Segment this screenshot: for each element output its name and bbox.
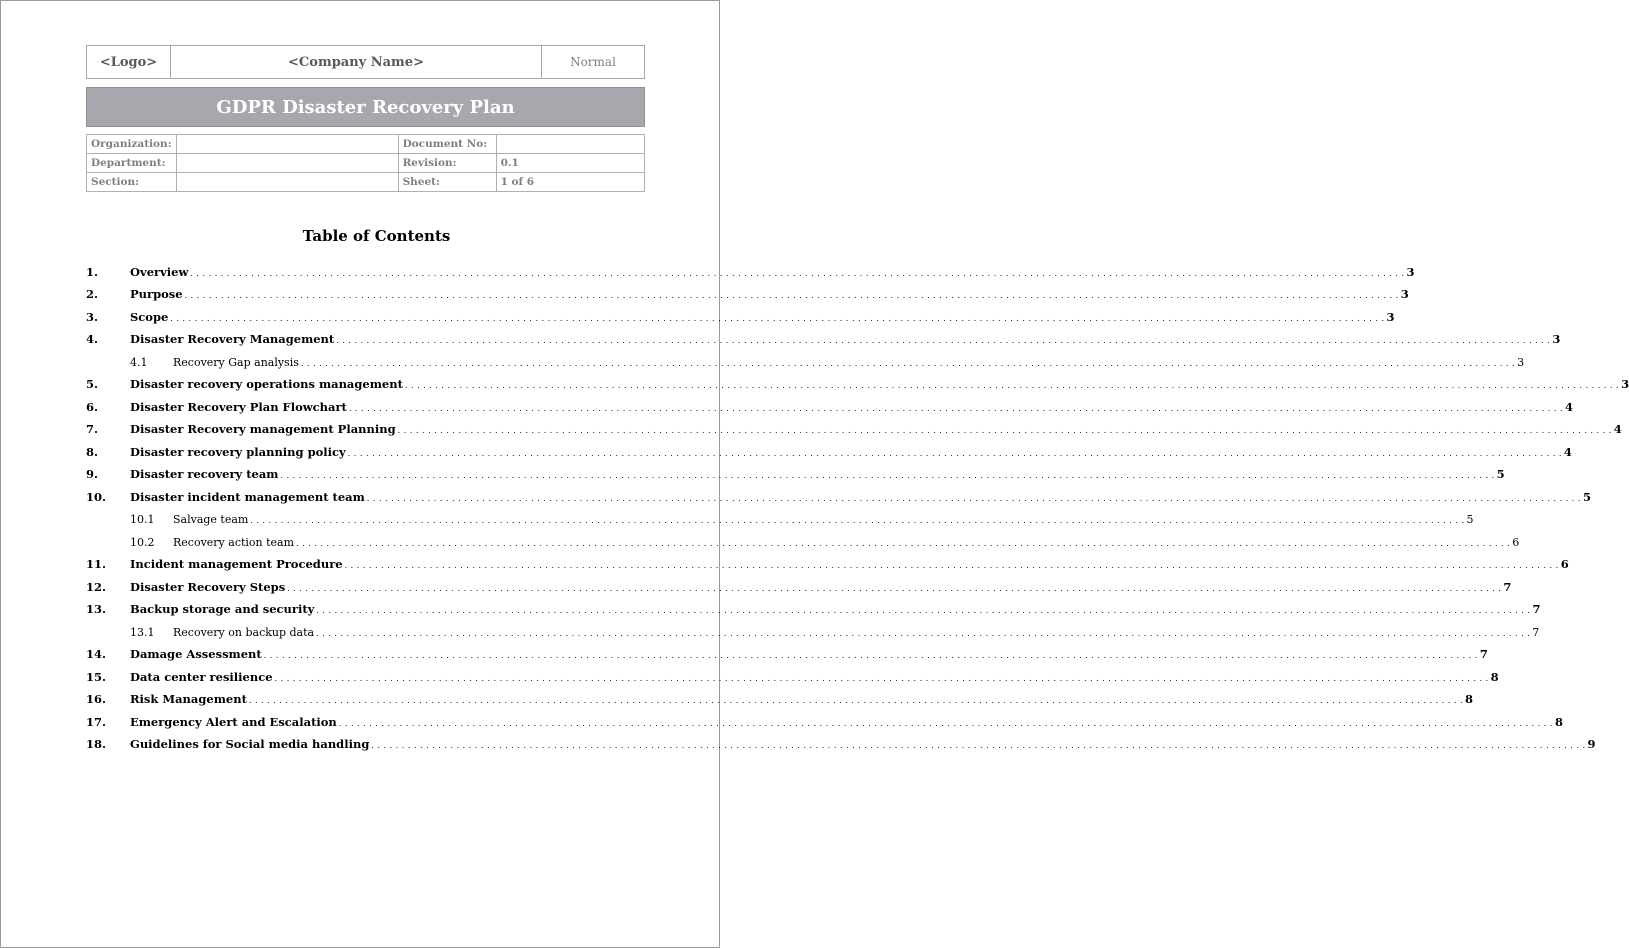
toc-entry[interactable] (86, 664, 1499, 687)
toc-entry-title[interactable]: Incident management Procedure (130, 557, 343, 571)
toc-dot-leader: . . . . . . . . . . . . . . . . . . . . . . . . . . . . . . . . . . . . . . . . . . . . . . . . . . . . . . . . . . . . . . . . . . . . . . . . . . . . . . . . . . . . . . . . . . . . . . . . . . . . . . . . . . . . . . . . . . . . . . . . . . . . . . . . . . . . . . . . . . . . . . . . . . . . . . . . . . . . . . . . . . . . . . . . . . . . . . . . . . . . . . . . . . . . . . . . . . . . . . . . (280, 471, 1495, 480)
toc-dot-leader: . . . . . . . . . . . . . . . . . . . . . . . . . . . . . . . . . . . . . . . . . . . . . . . . . . . . . . . . . . . . . . . . . . . . . . . . . . . . . . . . . . . . . . . . . . . . . . . . . . . . . . . . . . . . . . . . . . . . . . . . . . . . . . . . . . . . . . . . . . . . . . . . . . . . . . . . . . . . . . . . . . . . . . . . . . . . . . . . . . . . . . . . . . . . . . . . . . . . . . . . (338, 718, 1553, 728)
toc-entry[interactable] (86, 327, 1561, 350)
section-label: Section: (87, 173, 177, 192)
toc-entry-number: 10.2 (130, 535, 155, 549)
toc-entry-line (130, 579, 1512, 594)
table-of-contents (86, 259, 1629, 754)
toc-entry-page: 8 (1465, 692, 1474, 706)
toc-dot-leader: . . . . . . . . . . . . . . . . . . . . . . . . . . . . . . . . . . . . . . . . . . . . . . . . . . . . . . . . . . . . . . . . . . . . . . . . . . . . . . . . . . . . . . . . . . . . . . . . . . . . . . . . . . . . . . . . . . . . . . . . . . . . . . . . . . . . . . . . . . . . . . . . . . . . . . . . . . . . . . . . . . . . . . . . . . . . . . . . . . . . . . . . . . . . . . . . . . . . . . . . (248, 696, 1464, 705)
toc-entry-line (130, 692, 1474, 706)
toc-entry[interactable] (86, 259, 1415, 282)
document-no-value (496, 135, 644, 154)
meta-row (87, 154, 645, 173)
toc-entry[interactable] (86, 552, 1569, 575)
toc-entry-line (130, 399, 1574, 414)
toc-entry[interactable] (86, 642, 1488, 665)
toc-entry-line (173, 355, 1525, 369)
toc-entry-line (130, 557, 1569, 571)
toc-entry-line (173, 535, 1520, 549)
toc-entry[interactable] (86, 709, 1563, 732)
toc-entry-line (130, 332, 1561, 346)
toc-entry-number: 4.1 (130, 355, 148, 369)
toc-entry-page: 3 (1400, 287, 1409, 301)
toc-entry[interactable] (86, 529, 1520, 552)
toc-entry-page: 6 (1512, 535, 1520, 549)
toc-dot-leader: . . . . . . . . . . . . . . . . . . . . . . . . . . . . . . . . . . . . . . . . . . . . . . . . . . . . . . . . . . . . . . . . . . . . . . . . . . . . . . . . . . . . . . . . . . . . . . . . . . . . . . . . . . . . . . . . . . . . . . . . . . . . . . . . . . . . . . . . . . . . . . . . . . . . . . . . . . . . . . . . . . . . . . . . . . . . . . . . . . . . . . . . . . . . . . . . . . . . . . . . (344, 561, 1559, 570)
toc-dot-leader: . . . . . . . . . . . . . . . . . . . . . . . . . . . . . . . . . . . . . . . . . . . . . . . . . . . . . . . . . . . . . . . . . . . . . . . . . . . . . . . . . . . . . . . . . . . . . . . . . . . . . . . . . . . . . . . . . . . . . . . . . . . . . . . . . . . . . . . . . . . . . . . . . . . . . . . . . . . . . . . . . . . . . . . . . . . . . . . . . . . . . . . . . . . . . . . . . . . . . . . . (296, 538, 1511, 548)
toc-entry-title[interactable]: Backup storage and security (130, 602, 315, 616)
toc-entry-title[interactable]: Damage Assessment (130, 647, 262, 661)
toc-dot-leader: . . . . . . . . . . . . . . . . . . . . . . . . . . . . . . . . . . . . . . . . . . . . . . . . . . . . . . . . . . . . . . . . . . . . . . . . . . . . . . . . . . . . . . . . . . . . . . . . . . . . . . . . . . . . . . . . . . . . . . . . . . . . . . . . . . . . . . . . . . . . . . . . . . . . . . . . . . . . . . . . . . . . . . . . . . . . . . . . . . . . . . . . . . . . . . . . . . . . . . . . (347, 448, 1562, 458)
toc-entry-number: 10.1 (130, 513, 155, 526)
toc-entry-line (173, 625, 1540, 639)
company-name: <Company Name> (171, 46, 542, 78)
toc-entry-page: 9 (1587, 737, 1596, 751)
toc-dot-leader: . . . . . . . . . . . . . . . . . . . . . . . . . . . . . . . . . . . . . . . . . . . . . . . . . . . . . . . . . . . . . . . . . . . . . . . . . . . . . . . . . . . . . . . . . . . . . . . . . . . . . . . . . . . . . . . . . . . . . . . . . . . . . . . . . . . . . . . . . . . . . . . . . . . . . . . . . . . . . . . . . . . . . . . . . . . . . . . . . . . . . . . . . . . . . . . . . . . . . . . . (336, 336, 1551, 345)
toc-entry-line (130, 647, 1488, 661)
toc-entry-page: 3 (1621, 377, 1629, 391)
toc-entry-number: 17. (86, 714, 107, 729)
toc-entry-line (130, 444, 1572, 459)
toc-entry-page: 3 (1552, 332, 1561, 346)
toc-entry[interactable] (86, 394, 1574, 417)
toc-entry-page: 8 (1554, 714, 1563, 729)
toc-entry-page: 3 (1406, 264, 1415, 279)
toc-entry-number: 13. (86, 602, 107, 616)
toc-entry-number: 2. (86, 287, 99, 301)
toc-entry-page: 5 (1466, 513, 1474, 526)
toc-entry-line (130, 422, 1622, 436)
department-label: Department: (87, 154, 177, 173)
toc-entry-line (130, 714, 1563, 729)
toc-dot-leader: . . . . . . . . . . . . . . . . . . . . . . . . . . . . . . . . . . . . . . . . . . . . . . . . . . . . . . . . . . . . . . . . . . . . . . . . . . . . . . . . . . . . . . . . . . . . . . . . . . . . . . . . . . . . . . . . . . . . . . . . . . . . . . . . . . . . . . . . . . . . . . . . . . . . . . . . . . . . . . . . . . . . . . . . . . . . . . . . . . . . . . . . . . . . . . . . . . . . . . . . (170, 313, 1385, 323)
toc-entry-title[interactable]: Scope (130, 309, 169, 324)
organization-label: Organization: (87, 135, 177, 154)
toc-entry-line (130, 309, 1395, 324)
toc-entry-title[interactable]: Salvage team (173, 513, 249, 526)
toc-entry-number: 10. (86, 489, 107, 504)
revision-value: 0.1 (496, 154, 644, 173)
toc-entry-title[interactable]: Disaster recovery operations management (130, 377, 403, 391)
toc-entry-title[interactable]: Risk Management (130, 692, 247, 706)
toc-entry-number: 15. (86, 669, 107, 684)
toc-entry-page: 8 (1490, 669, 1499, 684)
toc-dot-leader: . . . . . . . . . . . . . . . . . . . . . . . . . . . . . . . . . . . . . . . . . . . . . . . . . . . . . . . . . . . . . . . . . . . . . . . . . . . . . . . . . . . . . . . . . . . . . . . . . . . . . . . . . . . . . . . . . . . . . . . . . . . . . . . . . . . . . . . . . . . . . . . . . . . . . . . . . . . . . . . . . . . . . . . . . . . . . . . . . . . . . . . . . . . . . . . . . . . . . . . . (250, 516, 1465, 525)
document-meta-table (86, 134, 645, 192)
toc-entry-page: 4 (1565, 399, 1574, 414)
toc-dot-leader: . . . . . . . . . . . . . . . . . . . . . . . . . . . . . . . . . . . . . . . . . . . . . . . . . . . . . . . . . . . . . . . . . . . . . . . . . . . . . . . . . . . . . . . . . . . . . . . . . . . . . . . . . . . . . . . . . . . . . . . . . . . . . . . . . . . . . . . . . . . . . . . . . . . . . . . . . . . . . . . . . . . . . . . . . . . . . . . . . . . . . . . . . . . . . . . . . . . . . . . . (274, 673, 1489, 683)
toc-entry-number: 4. (86, 332, 99, 346)
document-no-label: Document No: (398, 135, 496, 154)
toc-entry-line (130, 287, 1409, 301)
toc-entry-title[interactable]: Recovery on backup data (173, 625, 315, 639)
toc-entry-title[interactable]: Disaster recovery planning policy (130, 444, 346, 459)
toc-entry-number: 1. (86, 264, 99, 279)
toc-entry-line (130, 602, 1541, 616)
toc-entry-title[interactable]: Recovery Gap analysis (173, 355, 299, 369)
sheet-value: 1 of 6 (496, 173, 644, 192)
document-header (86, 45, 645, 79)
toc-dot-leader: . . . . . . . . . . . . . . . . . . . . . . . . . . . . . . . . . . . . . . . . . . . . . . . . . . . . . . . . . . . . . . . . . . . . . . . . . . . . . . . . . . . . . . . . . . . . . . . . . . . . . . . . . . . . . . . . . . . . . . . . . . . . . . . . . . . . . . . . . . . . . . . . . . . . . . . . . . . . . . . . . . . . . . . . . . . . . . . . . . . . . . . . . . . . . . . . . . . . . . . . (371, 741, 1586, 750)
toc-entry-title[interactable]: Data center resilience (130, 669, 273, 684)
meta-row (87, 173, 645, 192)
toc-entry[interactable] (86, 507, 1474, 530)
toc-entry-number: 16. (86, 692, 107, 706)
revision-label: Revision: (398, 154, 496, 173)
toc-entry[interactable] (86, 282, 1409, 305)
toc-dot-leader: . . . . . . . . . . . . . . . . . . . . . . . . . . . . . . . . . . . . . . . . . . . . . . . . . . . . . . . . . . . . . . . . . . . . . . . . . . . . . . . . . . . . . . . . . . . . . . . . . . . . . . . . . . . . . . . . . . . . . . . . . . . . . . . . . . . . . . . . . . . . . . . . . . . . . . . . . . . . . . . . . . . . . . . . . . . . . . . . . . . . . . . . . . . . . . . . . . . . . . . . (190, 268, 1405, 278)
toc-dot-leader: . . . . . . . . . . . . . . . . . . . . . . . . . . . . . . . . . . . . . . . . . . . . . . . . . . . . . . . . . . . . . . . . . . . . . . . . . . . . . . . . . . . . . . . . . . . . . . . . . . . . . . . . . . . . . . . . . . . . . . . . . . . . . . . . . . . . . . . . . . . . . . . . . . . . . . . . . . . . . . . . . . . . . . . . . . . . . . . . . . . . . . . . . . . . . . . . . . . . . . . . (366, 493, 1581, 503)
toc-entry[interactable] (86, 732, 1596, 755)
toc-entry-page: 3 (1517, 355, 1525, 369)
toc-entry-number: 14. (86, 647, 107, 661)
section-value (176, 173, 398, 192)
toc-entry[interactable] (86, 304, 1395, 327)
toc-dot-leader: . . . . . . . . . . . . . . . . . . . . . . . . . . . . . . . . . . . . . . . . . . . . . . . . . . . . . . . . . . . . . . . . . . . . . . . . . . . . . . . . . . . . . . . . . . . . . . . . . . . . . . . . . . . . . . . . . . . . . . . . . . . . . . . . . . . . . . . . . . . . . . . . . . . . . . . . . . . . . . . . . . . . . . . . . . . . . . . . . . . . . . . . . . . . . . . . . . . . . . . . (263, 651, 1478, 660)
toc-entry[interactable] (86, 687, 1474, 710)
toc-entry-number: 8. (86, 444, 99, 459)
toc-entry[interactable] (86, 462, 1505, 485)
meta-row (87, 135, 645, 154)
sheet-label: Sheet: (398, 173, 496, 192)
toc-entry-title[interactable]: Disaster incident management team (130, 489, 365, 504)
toc-dot-leader: . . . . . . . . . . . . . . . . . . . . . . . . . . . . . . . . . . . . . . . . . . . . . . . . . . . . . . . . . . . . . . . . . . . . . . . . . . . . . . . . . . . . . . . . . . . . . . . . . . . . . . . . . . . . . . . . . . . . . . . . . . . . . . . . . . . . . . . . . . . . . . . . . . . . . . . . . . . . . . . . . . . . . . . . . . . . . . . . . . . . . . . . . . . . . . . . . . . . . . . . (300, 358, 1516, 368)
toc-entry-page: 5 (1582, 489, 1591, 504)
toc-entry[interactable] (86, 372, 1629, 395)
toc-entry-line (130, 264, 1415, 279)
toc-dot-leader: . . . . . . . . . . . . . . . . . . . . . . . . . . . . . . . . . . . . . . . . . . . . . . . . . . . . . . . . . . . . . . . . . . . . . . . . . . . . . . . . . . . . . . . . . . . . . . . . . . . . . . . . . . . . . . . . . . . . . . . . . . . . . . . . . . . . . . . . . . . . . . . . . . . . . . . . . . . . . . . . . . . . . . . . . . . . . . . . . . . . . . . . . . . . . . . . . . . . . . . . (348, 403, 1563, 413)
toc-entry-title[interactable]: Recovery action team (173, 535, 295, 549)
toc-entry-title[interactable]: Guidelines for Social media handling (130, 737, 370, 751)
department-value (176, 154, 398, 173)
toc-entry-number: 13.1 (130, 625, 155, 639)
toc-entry[interactable] (86, 597, 1541, 620)
toc-entry-number: 5. (86, 377, 99, 391)
organization-value (176, 135, 398, 154)
toc-entry-line (130, 377, 1629, 391)
toc-entry-page: 7 (1503, 579, 1512, 594)
toc-dot-leader: . . . . . . . . . . . . . . . . . . . . . . . . . . . . . . . . . . . . . . . . . . . . . . . . . . . . . . . . . . . . . . . . . . . . . . . . . . . . . . . . . . . . . . . . . . . . . . . . . . . . . . . . . . . . . . . . . . . . . . . . . . . . . . . . . . . . . . . . . . . . . . . . . . . . . . . . . . . . . . . . . . . . . . . . . . . . . . . . . . . . . . . . . . . . . . . . . . . . . . . . (404, 381, 1620, 390)
toc-entry-title[interactable]: Disaster Recovery Plan Flowchart (130, 399, 347, 414)
toc-entry-title[interactable]: Emergency Alert and Escalation (130, 714, 337, 729)
document-title: GDPR Disaster Recovery Plan (86, 87, 645, 127)
toc-heading: Table of Contents (302, 227, 451, 245)
toc-dot-leader: . . . . . . . . . . . . . . . . . . . . . . . . . . . . . . . . . . . . . . . . . . . . . . . . . . . . . . . . . . . . . . . . . . . . . . . . . . . . . . . . . . . . . . . . . . . . . . . . . . . . . . . . . . . . . . . . . . . . . . . . . . . . . . . . . . . . . . . . . . . . . . . . . . . . . . . . . . . . . . . . . . . . . . . . . . . . . . . . . . . . . . . . . . . . . . . . . . . . . . . . (184, 291, 1399, 300)
toc-entry[interactable] (86, 574, 1512, 597)
toc-entry-page: 6 (1560, 557, 1569, 571)
toc-entry-number: 6. (86, 399, 99, 414)
toc-entry-line (130, 669, 1499, 684)
toc-entry-title[interactable]: Disaster Recovery management Planning (130, 422, 396, 436)
toc-entry-title[interactable]: Purpose (130, 287, 183, 301)
toc-entry-number: 11. (86, 557, 107, 571)
toc-entry[interactable] (86, 484, 1591, 507)
toc-entry-number: 12. (86, 579, 107, 594)
toc-entry-line (130, 737, 1596, 751)
toc-entry-page: 5 (1496, 467, 1505, 481)
toc-entry-line (130, 489, 1591, 504)
toc-entry-page: 4 (1563, 444, 1572, 459)
toc-entry[interactable] (86, 439, 1572, 462)
toc-dot-leader: . . . . . . . . . . . . . . . . . . . . . . . . . . . . . . . . . . . . . . . . . . . . . . . . . . . . . . . . . . . . . . . . . . . . . . . . . . . . . . . . . . . . . . . . . . . . . . . . . . . . . . . . . . . . . . . . . . . . . . . . . . . . . . . . . . . . . . . . . . . . . . . . . . . . . . . . . . . . . . . . . . . . . . . . . . . . . . . . . . . . . . . . . . . . . . . . . . . . . . . . (316, 606, 1531, 615)
toc-entry-line (130, 467, 1505, 481)
toc-entry-page: 7 (1479, 647, 1488, 661)
toc-dot-leader: . . . . . . . . . . . . . . . . . . . . . . . . . . . . . . . . . . . . . . . . . . . . . . . . . . . . . . . . . . . . . . . . . . . . . . . . . . . . . . . . . . . . . . . . . . . . . . . . . . . . . . . . . . . . . . . . . . . . . . . . . . . . . . . . . . . . . . . . . . . . . . . . . . . . . . . . . . . . . . . . . . . . . . . . . . . . . . . . . . . . . . . . . . . . . . . . . . . . . . . . (397, 426, 1612, 435)
toc-dot-leader: . . . . . . . . . . . . . . . . . . . . . . . . . . . . . . . . . . . . . . . . . . . . . . . . . . . . . . . . . . . . . . . . . . . . . . . . . . . . . . . . . . . . . . . . . . . . . . . . . . . . . . . . . . . . . . . . . . . . . . . . . . . . . . . . . . . . . . . . . . . . . . . . . . . . . . . . . . . . . . . . . . . . . . . . . . . . . . . . . . . . . . . . . . . . . . . . . . . . . . . . (316, 628, 1531, 638)
toc-entry[interactable] (86, 349, 1525, 372)
toc-entry-number: 3. (86, 309, 99, 324)
toc-entry-number: 7. (86, 422, 99, 436)
toc-entry-title[interactable]: Disaster Recovery Steps (130, 579, 286, 594)
toc-entry[interactable] (86, 417, 1622, 440)
toc-entry-title[interactable]: Overview (130, 264, 189, 279)
toc-entry-page: 4 (1613, 422, 1622, 436)
toc-entry-number: 18. (86, 737, 107, 751)
toc-entry-page: 7 (1532, 625, 1540, 639)
toc-entry-number: 9. (86, 467, 99, 481)
logo-placeholder: <Logo> (87, 46, 171, 78)
toc-entry-line (173, 513, 1474, 526)
toc-entry[interactable] (86, 619, 1540, 642)
toc-entry-title[interactable]: Disaster Recovery Management (130, 332, 335, 346)
toc-dot-leader: . . . . . . . . . . . . . . . . . . . . . . . . . . . . . . . . . . . . . . . . . . . . . . . . . . . . . . . . . . . . . . . . . . . . . . . . . . . . . . . . . . . . . . . . . . . . . . . . . . . . . . . . . . . . . . . . . . . . . . . . . . . . . . . . . . . . . . . . . . . . . . . . . . . . . . . . . . . . . . . . . . . . . . . . . . . . . . . . . . . . . . . . . . . . . . . . . . . . . . . . (287, 583, 1502, 593)
toc-entry-page: 3 (1386, 309, 1395, 324)
toc-entry-title[interactable]: Disaster recovery team (130, 467, 279, 481)
status-label: Normal (570, 55, 616, 69)
toc-entry-page: 7 (1532, 602, 1541, 616)
